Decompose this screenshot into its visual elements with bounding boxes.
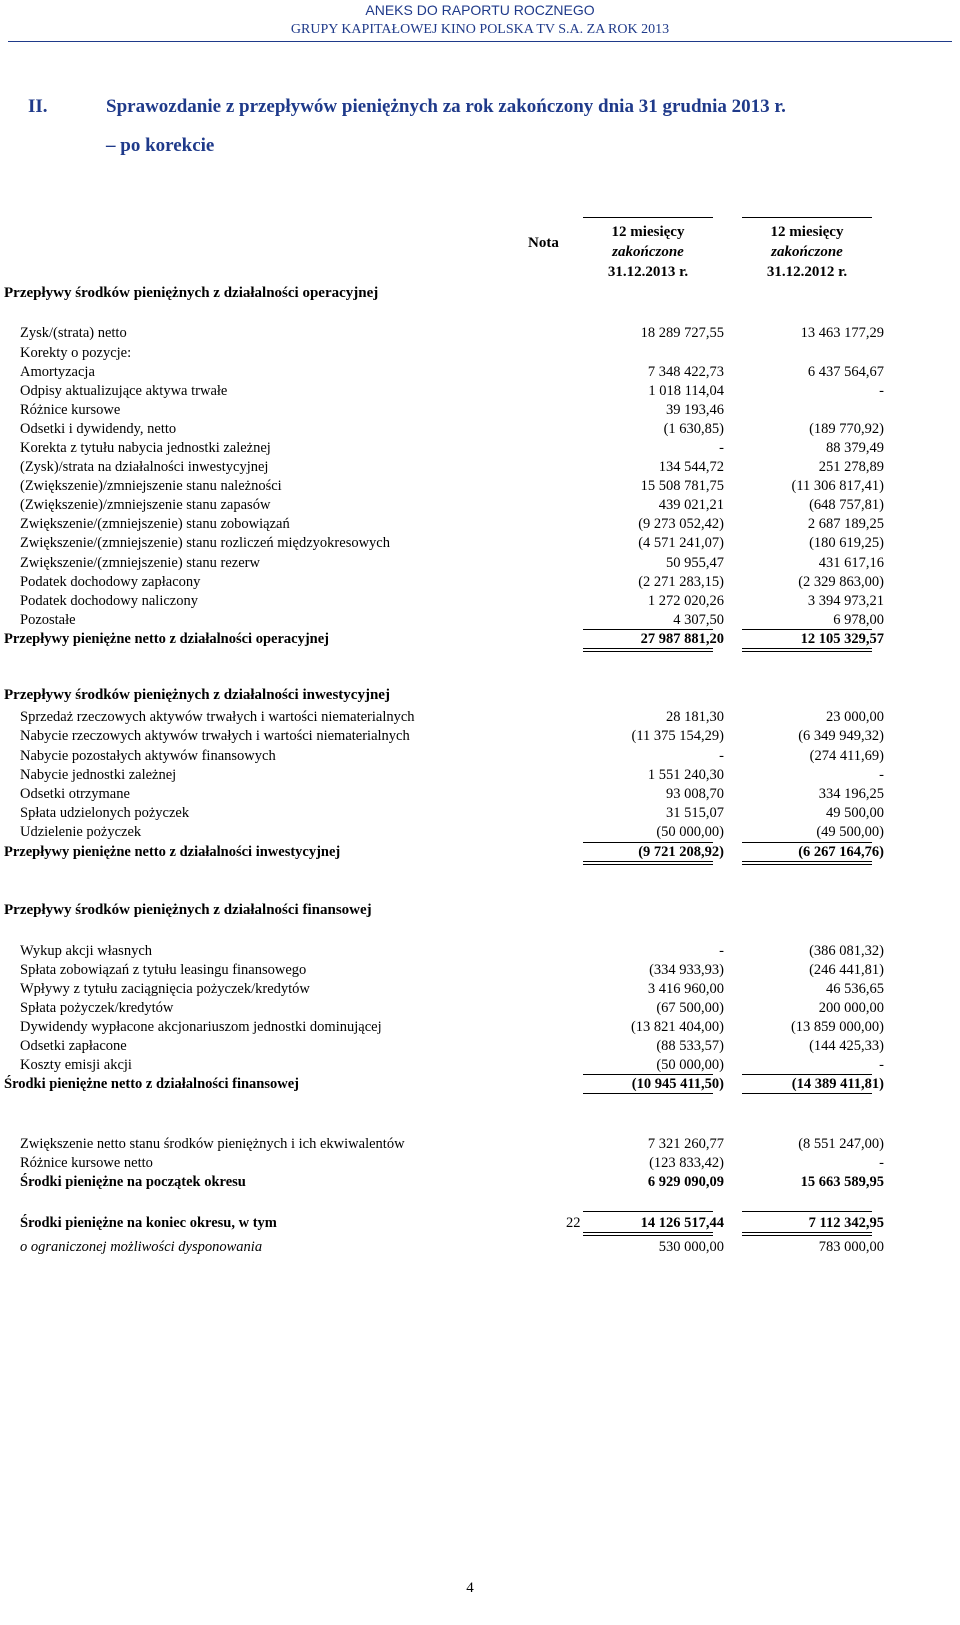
value-2012: (189 770,92): [809, 421, 884, 437]
value-2012: (2 329 863,00): [798, 574, 884, 590]
table-row: [0, 822, 960, 842]
row-label: Zwiększenie/(zmniejszenie) stanu rezerw: [20, 555, 260, 571]
row-label: Środki pieniężne na koniec okresu, w tym: [20, 1215, 277, 1231]
value-2012: (6 349 949,32): [798, 728, 884, 744]
value-2013: 1 551 240,30: [647, 767, 724, 783]
table-row: [0, 726, 960, 746]
value-2013: 18 289 727,55: [640, 325, 724, 341]
col2-header: [742, 222, 872, 282]
row-label: Przepływy pieniężne netto z działalności inwestycyjnej: [4, 844, 341, 860]
row-label: Wpływy z tytułu zaciągnięcia pożyczek/kredytów: [20, 981, 310, 997]
section-title-investing: Przepływy środków pieniężnych z działalności inwestycyjnej: [4, 687, 390, 703]
row-label: Odsetki i dywidendy, netto: [20, 421, 177, 437]
value-2012: 12 105 329,57: [800, 631, 884, 647]
value-2012: (180 619,25): [809, 535, 884, 551]
value-2012: -: [879, 767, 884, 783]
table-row: [0, 343, 960, 363]
table-row: [0, 572, 960, 592]
table-row: [0, 998, 960, 1018]
row-label: Środki pieniężne netto z działalności finansowej: [4, 1076, 299, 1092]
value-2013: 93 008,70: [666, 786, 724, 802]
row-label: Udzielenie pożyczek: [20, 824, 142, 840]
total-rule: [742, 842, 872, 843]
value-2013: (4 571 241,07): [638, 535, 724, 551]
page-title: Sprawozdanie z przepływów pieniężnych za rok zakończony dnia 31 grudnia 2013 r.: [106, 96, 786, 117]
row-label: Przepływy pieniężne netto z działalności operacyjnej: [4, 631, 329, 647]
row-label: Zwiększenie/(zmniejszenie) stanu rozliczeń międzyokresowych: [20, 535, 390, 551]
table-row: [0, 803, 960, 823]
table-row: [0, 362, 960, 382]
total-rule: [583, 861, 713, 862]
table-row: [0, 1017, 960, 1037]
value-2013: 3 416 960,00: [647, 981, 724, 997]
value-2012: (246 441,81): [809, 962, 884, 978]
table-row: [0, 533, 960, 553]
value-2013: 7 321 260,77: [647, 1136, 724, 1152]
value-2013: (50 000,00): [656, 1057, 724, 1073]
value-2012: -: [879, 1057, 884, 1073]
table-row: [0, 610, 960, 630]
row-note: 22: [566, 1215, 581, 1231]
row-label: Nabycie rzeczowych aktywów trwałych i wartości niematerialnych: [20, 728, 410, 744]
value-2012: (386 081,32): [809, 943, 884, 959]
value-2013: 4 307,50: [673, 612, 724, 628]
section-title-financing: Przepływy środków pieniężnych z działalności finansowej: [4, 902, 372, 918]
value-2012: (648 757,81): [809, 497, 884, 513]
table-row: [0, 495, 960, 515]
total-rule: [742, 864, 872, 865]
value-2013: (9 273 052,42): [638, 516, 724, 532]
header-divider: [8, 41, 952, 42]
value-2013: 439 021,21: [658, 497, 724, 513]
total-rule: [583, 648, 713, 649]
col1-header-line: 12 miesięcy: [611, 224, 685, 240]
row-label: Spłata udzielonych pożyczek: [20, 805, 190, 821]
value-2012: 200 000,00: [818, 1000, 884, 1016]
total-rule: [742, 1211, 872, 1212]
value-2013: 6 929 090,09: [647, 1174, 724, 1190]
table-row: [0, 1153, 960, 1173]
value-2013: 39 193,46: [666, 402, 724, 418]
value-2013: (123 833,42): [649, 1155, 724, 1171]
row-label: Różnice kursowe: [20, 402, 121, 418]
value-2012: 7 112 342,95: [808, 1215, 884, 1231]
section-title-operating: Przepływy środków pieniężnych z działalności operacyjnej: [4, 285, 379, 301]
value-2013: (13 821 404,00): [630, 1019, 724, 1035]
value-2012: (144 425,33): [809, 1038, 884, 1054]
col1-header-line: 31.12.2013 r.: [607, 264, 689, 280]
value-2012: 6 978,00: [833, 612, 884, 628]
table-row: [0, 1036, 960, 1056]
row-label: o ograniczonej możliwości dysponowania: [20, 1239, 263, 1255]
value-2012: 46 536,65: [826, 981, 884, 997]
row-label: Spłata pożyczek/kredytów: [20, 1000, 174, 1016]
page-number: 4: [466, 1580, 474, 1596]
value-2013: 134 544,72: [658, 459, 724, 475]
total-rule: [742, 651, 872, 652]
table-row: [0, 979, 960, 999]
row-label: Sprzedaż rzeczowych aktywów trwałych i wartości niematerialnych: [20, 709, 415, 725]
row-label: Zwiększenie netto stanu środków pieniężnych i ich ekwiwalentów: [20, 1136, 405, 1152]
value-2012: 88 379,49: [826, 440, 884, 456]
page-subtitle: – po korekcie: [106, 135, 215, 156]
value-2013: (11 375 154,29): [631, 728, 724, 744]
table-row: [0, 457, 960, 477]
total-rule: [742, 861, 872, 862]
total-rule: [583, 1235, 713, 1236]
table-row: [0, 765, 960, 785]
total-rule: [742, 1235, 872, 1236]
table-row: [0, 476, 960, 496]
value-2012: 6 437 564,67: [807, 364, 884, 380]
row-label: (Zwiększenie)/zmniejszenie stanu należności: [20, 478, 282, 494]
col1-header-line: zakończone: [612, 244, 684, 260]
table-row: [0, 629, 960, 649]
table-row: [0, 381, 960, 401]
value-2013: -: [719, 748, 724, 764]
total-rule: [742, 648, 872, 649]
total-rule: [583, 1211, 713, 1212]
value-2012: 3 394 973,21: [807, 593, 884, 609]
table-row: [0, 784, 960, 804]
table-row: [0, 591, 960, 611]
table-row: [0, 842, 960, 862]
value-2012: (274 411,69): [809, 748, 884, 764]
row-label: Zwiększenie/(zmniejszenie) stanu zobowiązań: [20, 516, 290, 532]
value-2013: 7 348 422,73: [647, 364, 724, 380]
row-label: (Zysk)/strata na działalności inwestycyjnej: [20, 459, 269, 475]
value-2013: 27 987 881,20: [640, 631, 724, 647]
row-label: (Zwiększenie)/zmniejszenie stanu zapasów: [20, 497, 271, 513]
total-rule: [742, 1093, 872, 1094]
section-number: II.: [28, 96, 48, 117]
row-label: Podatek dochodowy naliczony: [20, 593, 198, 609]
total-rule: [583, 629, 713, 630]
table-row: [0, 553, 960, 573]
value-2012: 13 463 177,29: [800, 325, 884, 341]
table-row: [0, 1213, 960, 1233]
table-row: [0, 941, 960, 961]
table-row: [0, 1134, 960, 1154]
value-2013: 530 000,00: [658, 1239, 724, 1255]
value-2012: (49 500,00): [816, 824, 884, 840]
value-2013: 50 955,47: [666, 555, 724, 571]
row-label: Dywidendy wypłacone akcjonariuszom jednostki dominującej: [20, 1019, 382, 1035]
value-2012: (13 859 000,00): [790, 1019, 884, 1035]
value-2012: 2 687 189,25: [807, 516, 884, 532]
total-rule: [583, 1093, 713, 1094]
value-2012: 431 617,16: [818, 555, 884, 571]
row-label: Różnice kursowe netto: [20, 1155, 153, 1171]
col2-top-rule: [742, 217, 872, 218]
total-rule: [583, 864, 713, 865]
total-rule: [583, 842, 713, 843]
total-rule: [583, 1232, 713, 1233]
value-2013: 1 272 020,26: [647, 593, 724, 609]
report-header-line2: GRUPY KAPITAŁOWEJ KINO POLSKA TV S.A. ZA ROK 2013: [290, 22, 670, 37]
value-2013: (9 721 208,92): [638, 844, 724, 860]
row-label: Pozostałe: [20, 612, 76, 628]
value-2013: 31 515,07: [666, 805, 724, 821]
report-header-line1: ANEKS DO RAPORTU ROCZNEGO: [365, 2, 595, 18]
value-2012: (14 389 411,81): [791, 1076, 884, 1092]
value-2013: 28 181,30: [666, 709, 724, 725]
col2-header-line: 12 miesięcy: [770, 224, 844, 240]
value-2013: 15 508 781,75: [640, 478, 724, 494]
row-label: Środki pieniężne na początek okresu: [20, 1174, 246, 1190]
col1-top-rule: [583, 217, 713, 218]
value-2013: (88 533,57): [656, 1038, 724, 1054]
total-rule: [583, 1074, 713, 1075]
table-row: [0, 1074, 960, 1094]
value-2013: (1 630,85): [663, 421, 724, 437]
value-2012: -: [879, 1155, 884, 1171]
col2-header-line: 31.12.2012 r.: [766, 264, 848, 280]
table-row: [0, 1172, 960, 1192]
table-row: [0, 746, 960, 766]
row-label: Nabycie jednostki zależnej: [20, 767, 177, 783]
total-rule: [742, 1074, 872, 1075]
value-2012: 251 278,89: [818, 459, 884, 475]
value-2012: 49 500,00: [826, 805, 884, 821]
row-label: Wykup akcji własnych: [20, 943, 153, 959]
value-2013: -: [719, 943, 724, 959]
value-2012: -: [879, 383, 884, 399]
value-2012: 334 196,25: [818, 786, 884, 802]
row-label: Odsetki otrzymane: [20, 786, 130, 802]
row-label: Amortyzacja: [20, 364, 95, 380]
table-row: [0, 960, 960, 980]
value-2013: (67 500,00): [656, 1000, 724, 1016]
row-label: Podatek dochodowy zapłacony: [20, 574, 201, 590]
table-row: [0, 323, 960, 343]
value-2012: 783 000,00: [818, 1239, 884, 1255]
value-2013: 1 018 114,04: [648, 383, 724, 399]
row-label: Odpisy aktualizujące aktywa trwałe: [20, 383, 228, 399]
total-rule: [742, 1232, 872, 1233]
value-2013: (10 945 411,50): [631, 1076, 724, 1092]
table-row: [0, 1237, 960, 1257]
row-label: Spłata zobowiązań z tytułu leasingu finansowego: [20, 962, 307, 978]
row-label: Zysk/(strata) netto: [20, 325, 127, 341]
row-label: Korekta z tytułu nabycia jednostki zależnej: [20, 440, 271, 456]
table-row: [0, 419, 960, 439]
row-label: Nabycie pozostałych aktywów finansowych: [20, 748, 276, 764]
value-2013: (334 933,93): [649, 962, 724, 978]
row-label: Korekty o pozycje:: [20, 345, 132, 361]
total-rule: [742, 629, 872, 630]
row-label: Odsetki zapłacone: [20, 1038, 127, 1054]
value-2013: 14 126 517,44: [640, 1215, 724, 1231]
value-2012: (11 306 817,41): [791, 478, 884, 494]
total-rule: [583, 651, 713, 652]
value-2012: (8 551 247,00): [798, 1136, 884, 1152]
col1-header: [583, 222, 713, 282]
table-row: [0, 707, 960, 727]
value-2012: 15 663 589,95: [800, 1174, 884, 1190]
table-row: [0, 514, 960, 534]
table-row: [0, 438, 960, 458]
value-2013: (2 271 283,15): [638, 574, 724, 590]
value-2012: (6 267 164,76): [798, 844, 884, 860]
nota-header: Nota: [528, 235, 559, 251]
table-row: [0, 1055, 960, 1075]
value-2013: -: [719, 440, 724, 456]
value-2013: (50 000,00): [656, 824, 724, 840]
value-2012: 23 000,00: [826, 709, 884, 725]
row-label: Koszty emisji akcji: [20, 1057, 132, 1073]
table-row: [0, 400, 960, 420]
col2-header-line: zakończone: [771, 244, 843, 260]
